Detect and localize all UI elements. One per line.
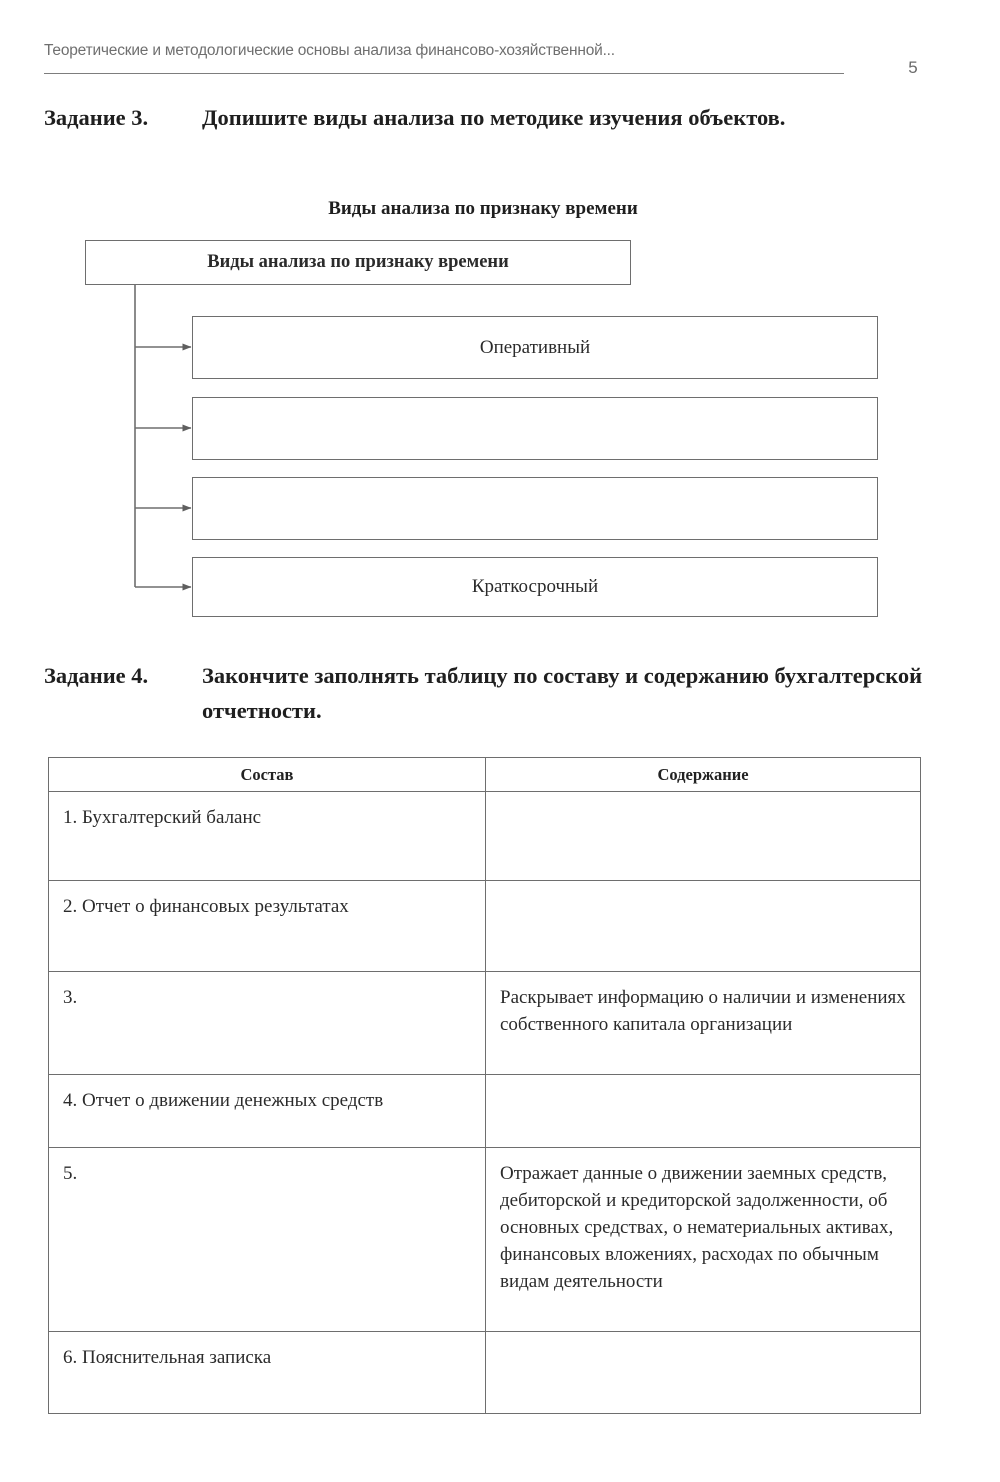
cell-sostav-text: 6. Пояснительная записка	[63, 1347, 272, 1368]
cell-sostav[interactable]	[49, 972, 486, 1075]
cell-soderzhanie-text	[486, 792, 920, 808]
cell-soderzhanie[interactable]	[486, 792, 921, 881]
cell-sostav[interactable]	[49, 1332, 486, 1414]
table-row	[49, 972, 921, 1075]
task-3-text: Допишите виды анализа по методике изучения объектов.	[202, 105, 786, 130]
task-4-heading	[44, 658, 954, 734]
cell-sostav-text: 4. Отчет о движении денежных средств	[63, 1090, 384, 1111]
table-head	[49, 758, 921, 792]
reporting-composition-table	[48, 757, 921, 1414]
diagram-caption: Виды анализа по признаку времени	[328, 198, 638, 219]
page-number: 5	[908, 58, 918, 77]
running-head: Теоретические и методологические основы анализа финансово-хозяйственной...	[44, 42, 615, 59]
diagram-root-box	[85, 240, 631, 285]
table-row	[49, 792, 921, 881]
cell-soderzhanie-text: Раскрывает информацию о наличии и изменениях собственного капитала организации	[500, 987, 906, 1035]
task-3-label: Задание 3.	[44, 105, 149, 130]
diagram-box-1-label: Оперативный	[479, 336, 591, 358]
table-body	[49, 792, 921, 1414]
task-3-heading	[44, 100, 944, 176]
cell-soderzhanie[interactable]	[486, 1075, 921, 1148]
diagram-box-2[interactable]	[192, 397, 878, 460]
cell-soderzhanie-text	[486, 1075, 920, 1091]
column-header-soderzhanie: Содержание	[486, 758, 921, 792]
table-row	[49, 1332, 921, 1414]
cell-sostav-text: 2. Отчет о финансовых результатах	[63, 896, 349, 917]
task-4-text: Закончите заполнять таблицу по составу и содержанию бухгалтерской отчетности.	[202, 663, 923, 723]
task-4-label: Задание 4.	[44, 663, 149, 688]
table-row	[49, 1075, 921, 1148]
cell-sostav[interactable]	[49, 1148, 486, 1332]
running-head-rule	[44, 73, 844, 74]
diagram-box-1[interactable]	[192, 316, 878, 379]
cell-soderzhanie[interactable]	[486, 1148, 921, 1332]
cell-sostav-text: 3.	[63, 987, 78, 1008]
cell-soderzhanie-text: Отражает данные о движении заемных средств, дебиторской и кредиторской задолженности, об основных средствах, о нематериальных активах, финансовых вложениях, расходах по обычным видам деятельности	[500, 1163, 894, 1292]
diagram-box-4-label: Краткосрочный	[471, 576, 599, 597]
cell-sostav[interactable]	[49, 1075, 486, 1148]
diagram-box-4[interactable]	[192, 557, 878, 617]
table-row	[49, 881, 921, 972]
table-row	[49, 1148, 921, 1332]
cell-soderzhanie-text	[486, 881, 920, 897]
cell-sostav-text: 5.	[63, 1163, 78, 1184]
cell-soderzhanie-text	[486, 1332, 920, 1348]
column-header-sostav: Состав	[49, 758, 486, 792]
table-header-row	[49, 758, 921, 792]
cell-sostav[interactable]	[49, 881, 486, 972]
cell-sostav[interactable]	[49, 792, 486, 881]
cell-sostav-text: 1. Бухгалтерский баланс	[63, 807, 262, 828]
cell-soderzhanie[interactable]	[486, 881, 921, 972]
diagram-box-3[interactable]	[192, 477, 878, 540]
diagram-root-label: Виды анализа по признаку времени	[207, 252, 509, 272]
cell-soderzhanie[interactable]	[486, 972, 921, 1075]
cell-soderzhanie[interactable]	[486, 1332, 921, 1414]
